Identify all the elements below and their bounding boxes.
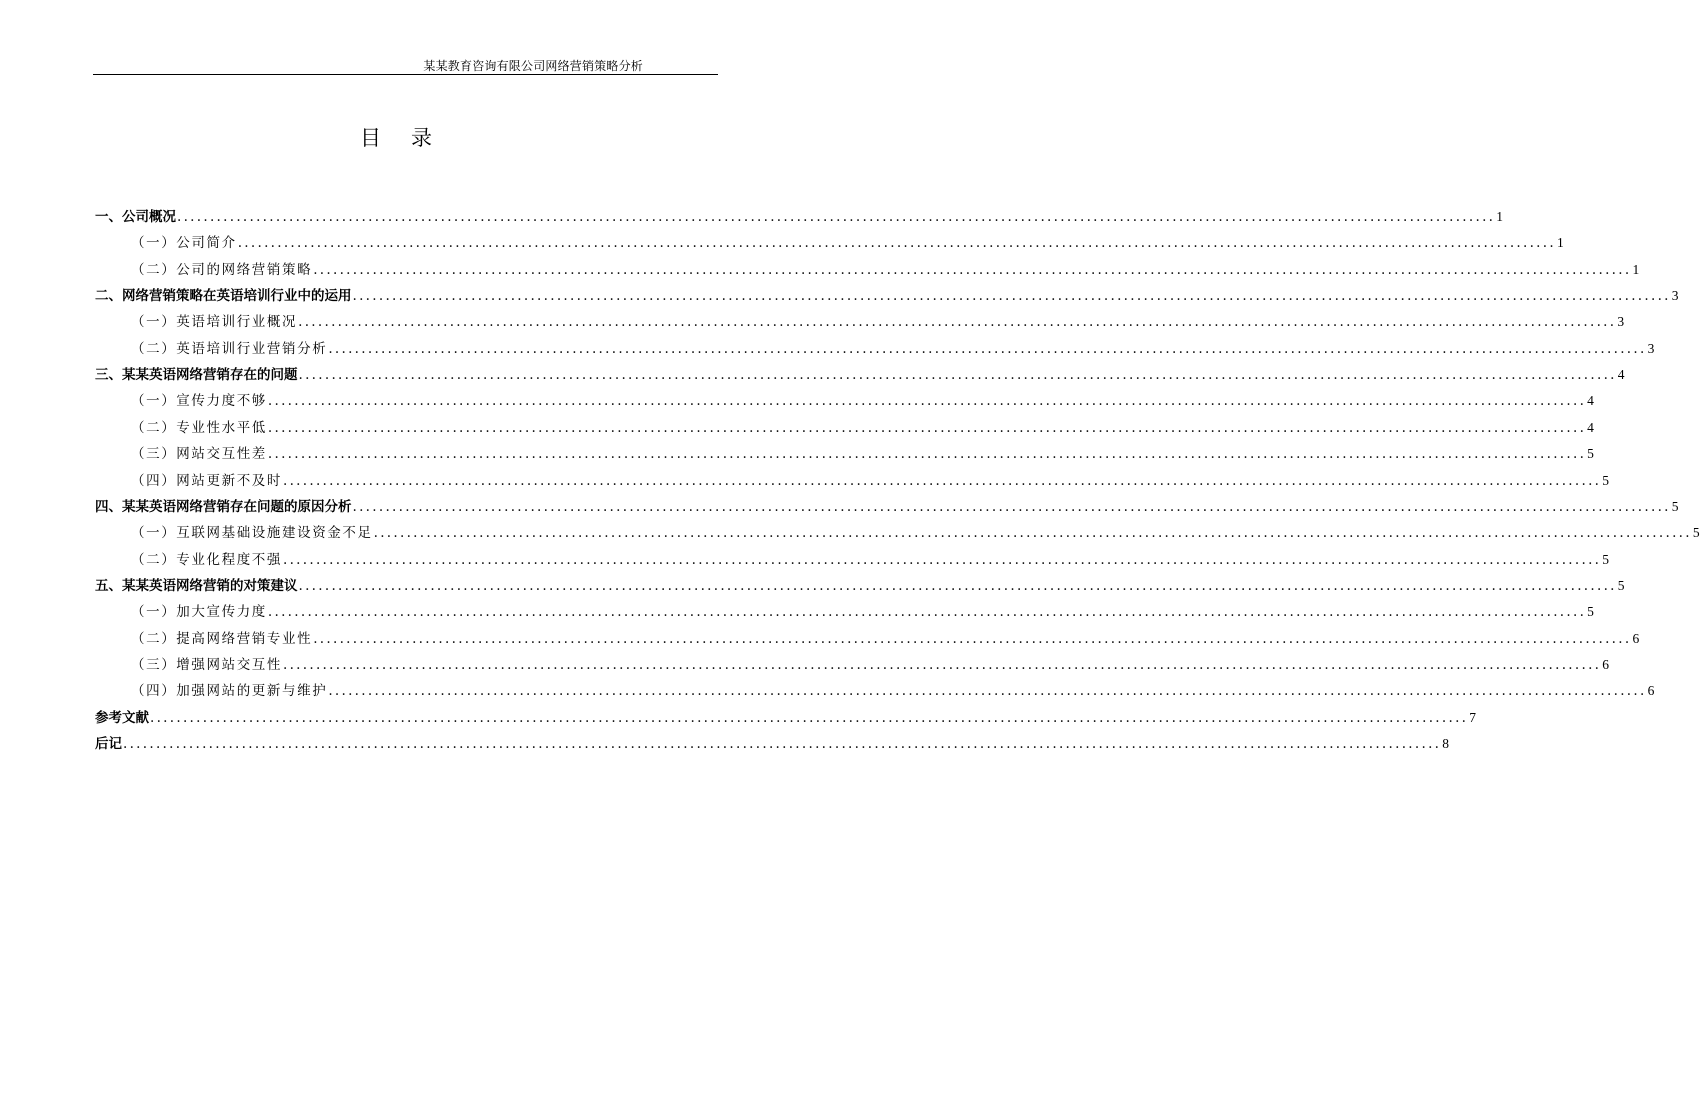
toc-entry-label: （四）网站更新不及时 bbox=[131, 473, 282, 489]
toc-entry-section[interactable] bbox=[131, 548, 1609, 570]
toc-page-number: 5 bbox=[1671, 499, 1679, 514]
toc-page-number: 8 bbox=[1442, 736, 1449, 751]
toc-leader-dots: ........................................................................................................................................................................................................ bbox=[373, 525, 1692, 541]
toc-entry-label: （一）英语培训行业概况 bbox=[131, 314, 298, 330]
toc-entry-label: （二）公司的网络营销策略 bbox=[131, 262, 313, 278]
toc-entry-label: 一、公司概况 bbox=[95, 209, 176, 225]
toc-page-number: 5 bbox=[1602, 473, 1609, 488]
toc-entry-section[interactable] bbox=[131, 310, 1625, 332]
toc-page-number: 1 bbox=[1632, 262, 1640, 277]
toc-entry-label: 后记 bbox=[95, 736, 122, 752]
toc-entry-section[interactable] bbox=[131, 231, 1564, 253]
toc-leader-dots: ........................................................................................................................................................................................................ bbox=[267, 420, 1587, 436]
toc-entry-chapter[interactable] bbox=[95, 363, 1625, 385]
toc-leader-dots: ........................................................................................................................................................................................................ bbox=[267, 446, 1587, 462]
toc-leader-dots: ........................................................................................................................................................................................................ bbox=[267, 604, 1587, 620]
toc-entry-label: （二）专业性水平低 bbox=[131, 420, 267, 436]
toc-entry-chapter[interactable] bbox=[95, 284, 1679, 306]
toc-leader-dots: ........................................................................................................................................................................................................ bbox=[352, 288, 1671, 304]
toc-page-number: 6 bbox=[1602, 657, 1609, 672]
toc-entry-label: （三）增强网站交互性 bbox=[131, 657, 282, 673]
toc-page-number: 5 bbox=[1602, 552, 1609, 567]
toc-leader-dots: ........................................................................................................................................................................................................ bbox=[123, 736, 1442, 752]
toc-entry-label: （三）网站交互性差 bbox=[131, 446, 267, 462]
toc-leader-dots: ........................................................................................................................................................................................................ bbox=[328, 341, 1647, 357]
toc-entry-label: 二、网络营销策略在英语培训行业中的运用 bbox=[95, 288, 352, 304]
toc-entry-chapter[interactable] bbox=[95, 574, 1625, 596]
header-text: 某某教育咨询有限公司网络营销策略分析 bbox=[423, 59, 643, 73]
toc-leader-dots: ........................................................................................................................................................................................................ bbox=[298, 578, 1617, 594]
toc-page-number: 4 bbox=[1587, 420, 1594, 435]
toc-leader-dots: ........................................................................................................................................................................................................ bbox=[177, 209, 1496, 225]
toc-entry-section[interactable] bbox=[131, 600, 1594, 622]
toc-entry-section[interactable] bbox=[131, 337, 1655, 359]
toc-entry-section[interactable] bbox=[131, 469, 1609, 491]
toc-page-number: 7 bbox=[1469, 710, 1476, 725]
toc-leader-dots: ........................................................................................................................................................................................................ bbox=[283, 552, 1602, 568]
toc-page-number: 3 bbox=[1647, 341, 1655, 356]
toc-leader-dots: ........................................................................................................................................................................................................ bbox=[313, 262, 1632, 278]
toc-leader-dots: ........................................................................................................................................................................................................ bbox=[313, 631, 1632, 647]
toc-leader-dots: ........................................................................................................................................................................................................ bbox=[283, 657, 1602, 673]
page-header bbox=[93, 52, 718, 75]
toc-entry-label: （一）加大宣传力度 bbox=[131, 604, 267, 620]
toc-page-number: 5 bbox=[1617, 578, 1625, 593]
toc-entry-label: （二）专业化程度不强 bbox=[131, 552, 282, 568]
toc-page-number: 1 bbox=[1496, 209, 1503, 224]
toc-leader-dots: ........................................................................................................................................................................................................ bbox=[150, 710, 1469, 726]
toc-entry-section[interactable] bbox=[131, 521, 1700, 543]
toc-entry-section[interactable] bbox=[131, 627, 1640, 649]
toc-entry-section[interactable] bbox=[131, 679, 1655, 701]
toc-page-number: 5 bbox=[1587, 604, 1594, 619]
toc-entry-label: （一）宣传力度不够 bbox=[131, 393, 267, 409]
toc-leader-dots: ........................................................................................................................................................................................................ bbox=[352, 499, 1671, 515]
toc-leader-dots: ........................................................................................................................................................................................................ bbox=[328, 683, 1647, 699]
toc-leader-dots: ........................................................................................................................................................................................................ bbox=[298, 367, 1617, 383]
page-title: 目录 bbox=[360, 126, 462, 150]
toc-entry-section[interactable] bbox=[131, 389, 1594, 411]
toc-leader-dots: ........................................................................................................................................................................................................ bbox=[283, 473, 1602, 489]
toc-page-number: 6 bbox=[1647, 683, 1655, 698]
toc-page-number: 5 bbox=[1692, 525, 1700, 540]
toc-entry-label: 四、某某英语网络营销存在问题的原因分析 bbox=[95, 499, 352, 515]
toc-page-number: 1 bbox=[1556, 235, 1564, 250]
toc-page-number: 4 bbox=[1587, 393, 1594, 408]
toc-entry-chapter[interactable] bbox=[95, 732, 1449, 754]
toc-entry-label: （二）英语培训行业营销分析 bbox=[131, 341, 328, 357]
toc-page-number: 6 bbox=[1632, 631, 1640, 646]
toc-entry-label: （二）提高网络营销专业性 bbox=[131, 631, 313, 647]
toc-leader-dots: ........................................................................................................................................................................................................ bbox=[298, 314, 1617, 330]
toc-page-number: 3 bbox=[1617, 314, 1625, 329]
toc-entry-section[interactable] bbox=[131, 416, 1594, 438]
toc-entry-section[interactable] bbox=[131, 442, 1594, 464]
toc-entry-label: 三、某某英语网络营销存在的问题 bbox=[95, 367, 298, 383]
toc-leader-dots: ........................................................................................................................................................................................................ bbox=[267, 393, 1587, 409]
toc-page-number: 5 bbox=[1587, 446, 1594, 461]
toc-entry-label: 参考文献 bbox=[95, 710, 149, 726]
toc-page-number: 3 bbox=[1671, 288, 1679, 303]
toc-entry-section[interactable] bbox=[131, 653, 1609, 675]
toc-leader-dots: ........................................................................................................................................................................................................ bbox=[237, 235, 1556, 251]
toc-entry-label: （一）互联网基础设施建设资金不足 bbox=[131, 525, 373, 541]
toc-entry-chapter[interactable] bbox=[95, 205, 1503, 227]
toc-entry-label: （四）加强网站的更新与维护 bbox=[131, 683, 328, 699]
toc-entry-chapter[interactable] bbox=[95, 706, 1476, 728]
toc-entry-label: （一）公司简介 bbox=[131, 235, 237, 251]
toc-page-number: 4 bbox=[1617, 367, 1625, 382]
toc-entry-label: 五、某某英语网络营销的对策建议 bbox=[95, 578, 298, 594]
toc-entry-section[interactable] bbox=[131, 258, 1640, 280]
toc-entry-chapter[interactable] bbox=[95, 495, 1679, 517]
